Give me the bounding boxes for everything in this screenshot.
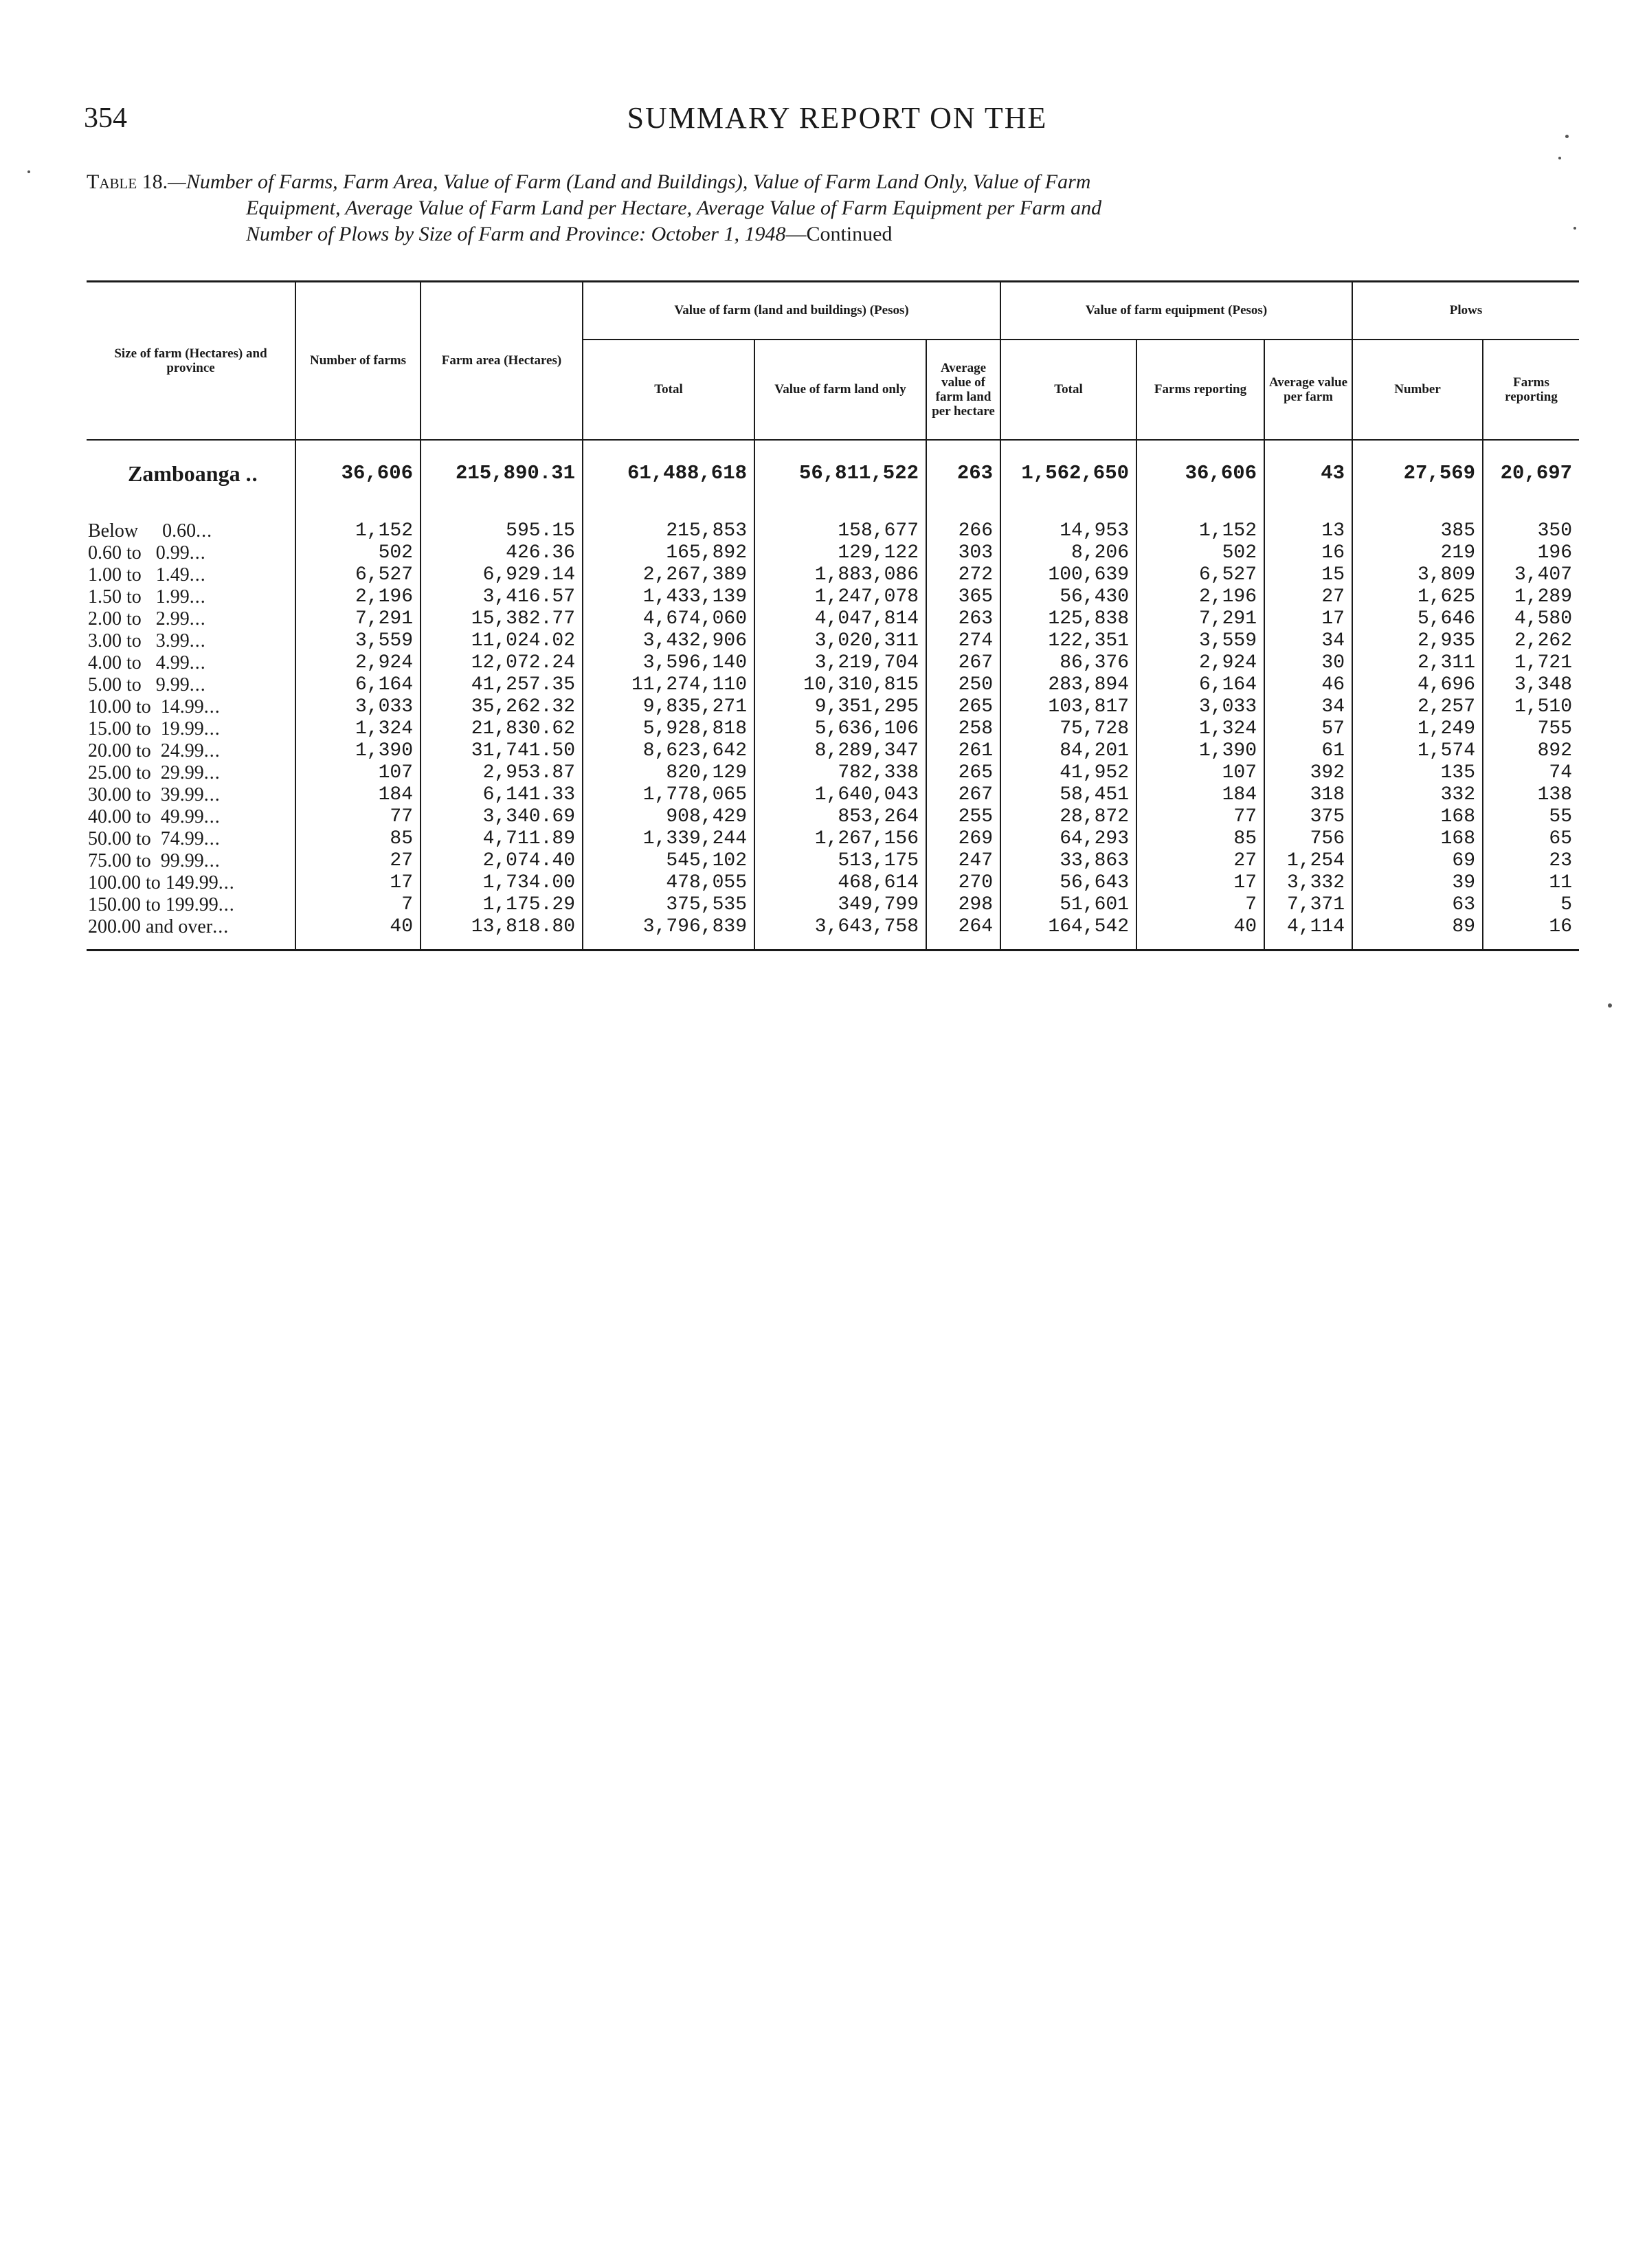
cell-value-land: 1,640,043 [754,784,926,806]
cell-farm-area: 1,175.29 [421,894,583,916]
cell-farm-area: 15,382.77 [421,608,583,630]
cell-plows-reporting: 196 [1537,542,1573,564]
cell-equip-reporting: 85 [1136,828,1264,850]
cell-plows-reporting: 755 [1537,718,1573,740]
cell-plows-number: 2,257 [1352,696,1483,718]
row-size-label: 5.00 to 9.99... [87,674,295,696]
cell-plows-reporting: 892 [1537,740,1573,761]
cell-plows-reporting: 3,348 [1514,674,1573,696]
cell-num-farms: 2,924 [295,652,421,674]
cell-equip-reporting: 6,527 [1136,564,1264,586]
cell-num-farms: 7,291 [295,608,421,630]
cell-plows-number: 385 [1352,508,1483,542]
caption-line-2: Equipment, Average Value of Farm Land per Hectare, Average Value of Farm Equipment per Farm and [246,197,1102,219]
cell-plows-number: 2,935 [1352,630,1483,652]
cell-equip-avg: 34 [1264,696,1352,718]
row-size-label: 10.00 to 14.99... [87,696,295,718]
row-size-label: 1.00 to 1.49... [87,564,295,586]
cell-farm-area: 426.36 [421,542,583,564]
cell-value-land: 8,289,347 [754,740,926,762]
cell-value-total: 11,274,110 [583,674,754,696]
cell-equip-avg: 46 [1264,674,1352,696]
cell-farm-area: 11,024.02 [421,630,583,652]
cell-plows-number: 219 [1352,542,1483,564]
cell-plows-number: 3,809 [1352,564,1483,586]
cell-value-total: 908,429 [583,806,754,828]
cell-avg-land: 265 [926,762,1000,784]
cell-equip-reporting: 3,033 [1136,696,1264,718]
cell-equip-reporting: 1,390 [1136,740,1264,762]
table-row [87,828,1579,850]
cell-value-land: 782,338 [754,762,926,784]
province-equip-reporting: 36,606 [1136,440,1264,508]
header-plows-number: Number [1352,340,1483,440]
province-row [87,440,1579,508]
cell-equip-total: 122,351 [1000,630,1136,652]
cell-value-total: 1,778,065 [583,784,754,806]
row-size-label: 25.00 to 29.99... [87,762,295,784]
cell-avg-land: 303 [926,542,1000,564]
cell-equip-total: 64,293 [1000,828,1136,850]
cell-value-land: 513,175 [754,850,926,872]
cell-equip-total: 58,451 [1000,784,1136,806]
row-size-label: 30.00 to 39.99... [87,784,295,806]
cell-avg-land: 265 [926,696,1000,718]
cell-value-land: 468,614 [754,872,926,894]
cell-equip-avg: 30 [1264,652,1352,674]
table-row [87,806,1579,828]
cell-num-farms: 1,390 [295,740,421,762]
row-size-label: 20.00 to 24.99... [87,740,295,762]
cell-value-land: 5,636,106 [754,718,926,740]
cell-num-farms: 184 [295,784,421,806]
cell-value-total: 545,102 [583,850,754,872]
cell-equip-avg: 7,371 [1264,894,1352,916]
row-size-label: 40.00 to 49.99... [87,806,295,828]
cell-equip-reporting: 7 [1136,894,1264,916]
row-size-label: 1.50 to 1.99... [87,586,295,608]
row-size-label: 15.00 to 19.99... [87,718,295,740]
cell-num-farms: 7 [295,894,421,916]
cell-farm-area: 13,818.80 [421,916,583,950]
row-size-label: 3.00 to 3.99... [87,630,295,652]
province-plows-number: 27,569 [1352,440,1483,508]
cell-avg-land: 247 [926,850,1000,872]
province-equip-total: 1,562,650 [1000,440,1136,508]
cell-equip-total: 51,601 [1000,894,1136,916]
cell-value-total: 3,596,140 [583,652,754,674]
cell-num-farms: 3,559 [295,630,421,652]
cell-equip-avg: 3,332 [1264,872,1352,894]
header-avg-land: Average value of farm land per hectare [926,340,1000,440]
cell-plows-number: 135 [1352,762,1483,784]
cell-plows-number: 5,646 [1352,608,1483,630]
cell-num-farms: 6,527 [295,564,421,586]
cell-equip-total: 8,206 [1000,542,1136,564]
cell-value-land: 3,219,704 [754,652,926,674]
cell-plows-reporting: 11 [1549,871,1573,893]
cell-farm-area: 3,416.57 [421,586,583,608]
cell-num-farms: 40 [295,916,421,950]
cell-value-total: 5,928,818 [583,718,754,740]
province-equip-avg: 43 [1264,440,1352,508]
cell-equip-avg: 318 [1264,784,1352,806]
header-equip-reporting: Farms reporting [1136,340,1264,440]
header-plows-group: Plows [1352,282,1579,340]
row-size-label: 200.00 and over... [87,916,295,950]
cell-value-land: 10,310,815 [754,674,926,696]
cell-plows-number: 89 [1352,916,1483,950]
cell-equip-reporting: 2,196 [1136,586,1264,608]
cell-equip-reporting: 107 [1136,762,1264,784]
cell-farm-area: 1,734.00 [421,872,583,894]
cell-equip-avg: 1,254 [1264,850,1352,872]
row-size-label: 50.00 to 74.99... [87,828,295,850]
cell-value-land: 1,267,156 [754,828,926,850]
table-row [87,608,1579,630]
cell-value-total: 3,796,839 [583,916,754,950]
cell-num-farms: 6,164 [295,674,421,696]
cell-farm-area: 35,262.32 [421,696,583,718]
cell-plows-reporting: 16 [1483,916,1579,950]
cell-equip-avg: 756 [1264,828,1352,850]
cell-plows-reporting: 3,407 [1514,564,1573,586]
cell-value-land: 4,047,814 [754,608,926,630]
cell-plows-number: 2,311 [1352,652,1483,674]
row-size-label: 2.00 to 2.99... [87,608,295,630]
caption-label: Table 18. [87,170,168,193]
cell-farm-area: 595.15 [421,508,583,542]
table-row [87,586,1579,608]
cell-equip-reporting: 3,559 [1136,630,1264,652]
province-name: Zamboanga .. [87,440,295,508]
caption-line-3 [87,221,1571,247]
table-row [87,872,1579,894]
cell-value-total: 478,055 [583,872,754,894]
cell-num-farms: 77 [295,806,421,828]
header-value-group: Value of farm (land and buildings) (Pesos) [583,282,1000,340]
cell-num-farms: 2,196 [295,586,421,608]
table-row [87,696,1579,718]
cell-plows-number: 63 [1352,894,1483,916]
cell-num-farms: 17 [295,872,421,894]
header-farm-area: Farm area (Hectares) [421,282,583,440]
cell-equip-total: 103,817 [1000,696,1136,718]
cell-avg-land: 274 [926,630,1000,652]
cell-farm-area: 31,741.50 [421,740,583,762]
cell-equip-avg: 16 [1264,542,1352,564]
cell-farm-area: 6,929.14 [421,564,583,586]
cell-plows-number: 39 [1352,872,1483,894]
row-size-label: 4.00 to 4.99... [87,652,295,674]
table-row [87,674,1579,696]
cell-equip-avg: 17 [1264,608,1352,630]
cell-plows-number: 168 [1352,828,1483,850]
cell-avg-land: 263 [926,608,1000,630]
cell-equip-total: 283,894 [1000,674,1136,696]
cell-plows-number: 168 [1352,806,1483,828]
row-size-label: Below 0.60... [87,508,295,542]
table-row [87,740,1579,762]
cell-avg-land: 269 [926,828,1000,850]
cell-plows-reporting: 2,262 [1514,630,1573,652]
cell-plows-number: 69 [1352,850,1483,872]
header-equip-group: Value of farm equipment (Pesos) [1000,282,1352,340]
cell-equip-reporting: 77 [1136,806,1264,828]
header-size: Size of farm (Hectares) and province [87,282,295,440]
table-row [87,784,1579,806]
cell-num-farms: 3,033 [295,696,421,718]
cell-equip-total: 125,838 [1000,608,1136,630]
cell-avg-land: 266 [926,508,1000,542]
cell-plows-number: 1,574 [1352,740,1483,762]
table-row [87,916,1579,950]
cell-value-land: 1,883,086 [754,564,926,586]
cell-plows-reporting: 1,510 [1514,696,1573,718]
cell-equip-total: 100,639 [1000,564,1136,586]
cell-avg-land: 250 [926,674,1000,696]
cell-plows-reporting: 65 [1549,827,1573,849]
cell-value-total: 1,339,244 [583,828,754,850]
cell-avg-land: 267 [926,784,1000,806]
cell-plows-reporting: 350 [1537,520,1573,542]
cell-equip-reporting: 2,924 [1136,652,1264,674]
table-row [87,718,1579,740]
cell-farm-area: 3,340.69 [421,806,583,828]
header-value-total: Total [583,340,754,440]
row-size-label: 150.00 to 199.99... [87,894,295,916]
scan-speck [1565,135,1569,138]
cell-value-land: 1,247,078 [754,586,926,608]
cell-equip-total: 28,872 [1000,806,1136,828]
caption-text-1: —Number of Farms, Farm Area, Value of Farm (Land and Buildings), Value of Farm Land Only, Value of Farm [168,170,1091,193]
cell-plows-number: 332 [1352,784,1483,806]
province-farm-area: 215,890.31 [421,440,583,508]
cell-equip-reporting: 1,152 [1136,508,1264,542]
cell-avg-land: 272 [926,564,1000,586]
province-num-farms: 36,606 [295,440,421,508]
cell-value-total: 8,623,642 [583,740,754,762]
row-size-label: 100.00 to 149.99... [87,872,295,894]
cell-value-total: 1,433,139 [583,586,754,608]
caption-line-1 [87,169,1571,195]
cell-avg-land: 270 [926,872,1000,894]
header-value-land: Value of farm land only [754,340,926,440]
cell-equip-total: 41,952 [1000,762,1136,784]
row-size-label: 0.60 to 0.99... [87,542,295,564]
cell-equip-total: 56,643 [1000,872,1136,894]
province-value-total: 61,488,618 [583,440,754,508]
province-plows-reporting: 20,697 [1500,461,1573,485]
cell-farm-area: 2,074.40 [421,850,583,872]
cell-plows-number: 1,625 [1352,586,1483,608]
cell-avg-land: 255 [926,806,1000,828]
cell-avg-land: 298 [926,894,1000,916]
scan-speck [1573,227,1576,230]
cell-value-land: 349,799 [754,894,926,916]
cell-farm-area: 4,711.89 [421,828,583,850]
header-num-farms: Number of farms [295,282,421,440]
cell-equip-avg: 34 [1264,630,1352,652]
cell-value-land: 9,351,295 [754,696,926,718]
page-number: 354 [84,102,127,134]
cell-equip-total: 164,542 [1000,916,1136,950]
header-equip-total: Total [1000,340,1136,440]
province-avg-land: 263 [926,440,1000,508]
table-row [87,762,1579,784]
cell-equip-total: 86,376 [1000,652,1136,674]
cell-num-farms: 27 [295,850,421,872]
cell-plows-reporting: 74 [1549,761,1573,783]
cell-num-farms: 85 [295,828,421,850]
cell-equip-reporting: 502 [1136,542,1264,564]
cell-plows-reporting: 138 [1537,783,1573,805]
cell-avg-land: 264 [926,916,1000,950]
cell-value-total: 215,853 [583,508,754,542]
cell-equip-reporting: 17 [1136,872,1264,894]
cell-equip-total: 56,430 [1000,586,1136,608]
caption-text-3: Number of Plows by Size of Farm and Province: October 1, 1948 [246,223,786,245]
cell-plows-reporting: 1,721 [1514,652,1573,674]
cell-num-farms: 1,324 [295,718,421,740]
cell-value-land: 3,020,311 [754,630,926,652]
table-row [87,508,1579,542]
cell-equip-avg: 13 [1264,508,1352,542]
cell-equip-avg: 61 [1264,740,1352,762]
cell-plows-number: 4,696 [1352,674,1483,696]
cell-equip-avg: 375 [1264,806,1352,828]
cell-equip-avg: 27 [1264,586,1352,608]
table-row [87,652,1579,674]
cell-value-total: 4,674,060 [583,608,754,630]
cell-farm-area: 21,830.62 [421,718,583,740]
cell-plows-number: 1,249 [1352,718,1483,740]
province-value-land: 56,811,522 [754,440,926,508]
cell-value-total: 165,892 [583,542,754,564]
cell-farm-area: 41,257.35 [421,674,583,696]
cell-num-farms: 502 [295,542,421,564]
cell-avg-land: 261 [926,740,1000,762]
scan-speck [1608,1003,1612,1008]
cell-equip-avg: 4,114 [1264,916,1352,950]
cell-num-farms: 1,152 [295,508,421,542]
table-row [87,542,1579,564]
cell-value-land: 853,264 [754,806,926,828]
cell-value-land: 129,122 [754,542,926,564]
cell-equip-avg: 392 [1264,762,1352,784]
row-size-label: 75.00 to 99.99... [87,850,295,872]
cell-equip-reporting: 184 [1136,784,1264,806]
cell-value-total: 375,535 [583,894,754,916]
cell-equip-total: 33,863 [1000,850,1136,872]
cell-num-farms: 107 [295,762,421,784]
table-row [87,564,1579,586]
table-caption [87,169,1571,247]
cell-equip-total: 14,953 [1000,508,1136,542]
running-head: SUMMARY REPORT ON THE [627,101,1048,135]
header-plows-reporting: Farms reporting [1483,340,1579,440]
cell-plows-reporting: 55 [1549,805,1573,827]
cell-equip-total: 84,201 [1000,740,1136,762]
cell-value-total: 9,835,271 [583,696,754,718]
cell-equip-avg: 15 [1264,564,1352,586]
table-row [87,850,1579,872]
cell-value-land: 158,677 [754,508,926,542]
cell-equip-reporting: 27 [1136,850,1264,872]
cell-value-total: 2,267,389 [583,564,754,586]
cell-plows-reporting: 5 [1560,893,1573,915]
cell-avg-land: 267 [926,652,1000,674]
cell-equip-reporting: 6,164 [1136,674,1264,696]
cell-value-land: 3,643,758 [754,916,926,950]
cell-equip-reporting: 40 [1136,916,1264,950]
cell-equip-reporting: 7,291 [1136,608,1264,630]
table-row [87,894,1579,916]
header-equip-avg: Average value per farm [1264,340,1352,440]
cell-farm-area: 2,953.87 [421,762,583,784]
cell-equip-avg: 57 [1264,718,1352,740]
cell-equip-total: 75,728 [1000,718,1136,740]
cell-plows-reporting: 4,580 [1514,608,1573,630]
scan-speck [1558,157,1561,159]
cell-farm-area: 12,072.24 [421,652,583,674]
cell-equip-reporting: 1,324 [1136,718,1264,740]
cell-plows-reporting: 1,289 [1514,586,1573,608]
caption-continued: —Continued [785,223,893,245]
cell-avg-land: 365 [926,586,1000,608]
farm-table [87,280,1579,951]
cell-farm-area: 6,141.33 [421,784,583,806]
table-row [87,630,1579,652]
scan-speck [27,170,30,173]
cell-value-total: 3,432,906 [583,630,754,652]
cell-plows-reporting: 23 [1549,849,1573,871]
cell-avg-land: 258 [926,718,1000,740]
cell-value-total: 820,129 [583,762,754,784]
